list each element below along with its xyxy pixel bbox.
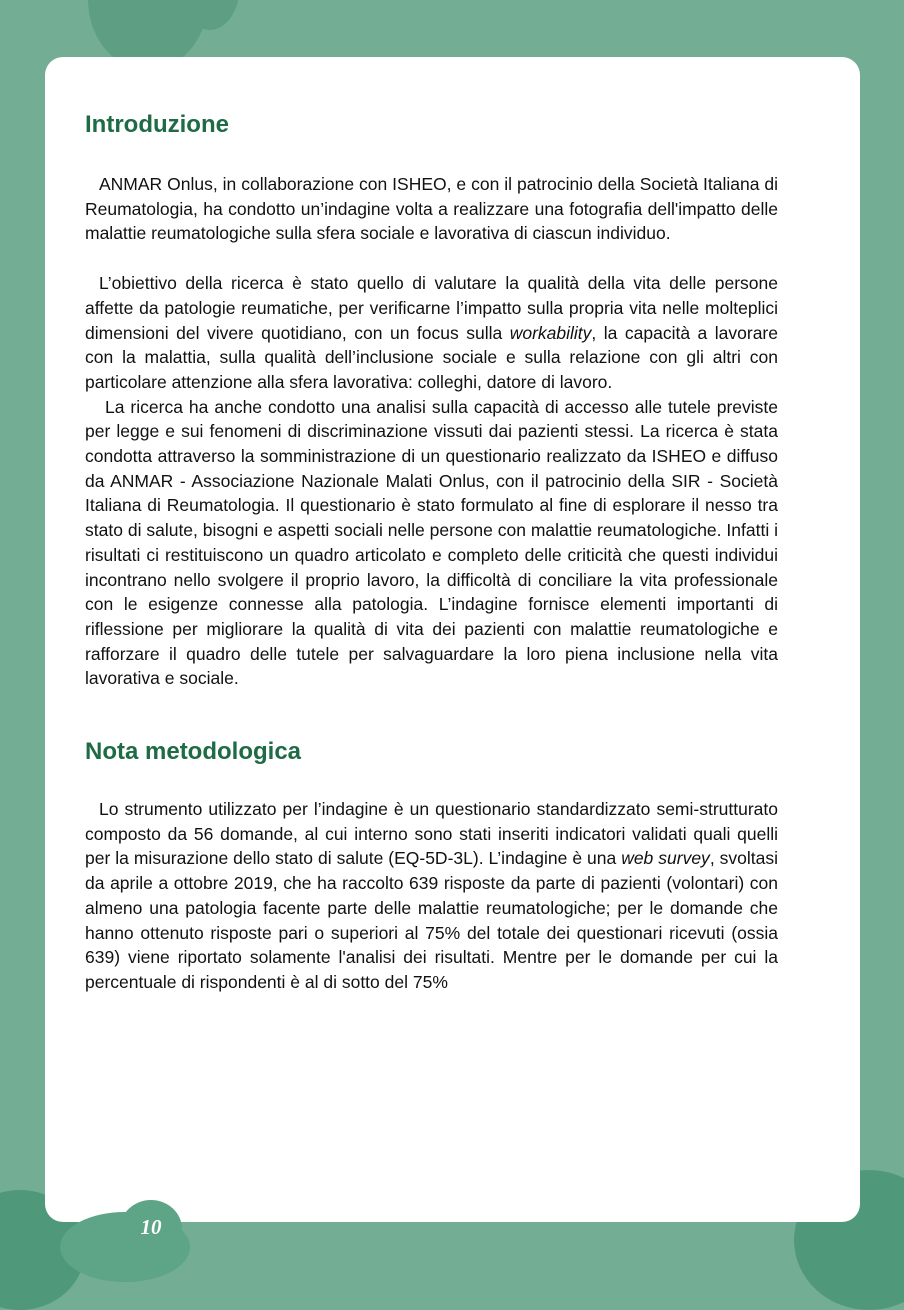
paragraph: La ricerca ha anche condotto una analisi sulla capacità di accesso alle tutele previste per legge e sui fenomeni di discriminazione vissuti dai pazienti stessi. La ricerca è stata condotta attraverso la somministrazione di un questionario realizzato da ISHEO e diffuso da ANMAR - Associazione Nazionale Malati Onlus, con il patrocinio della SIR - Società Italiana di Reumatologia. Il questionario è stato formulato al fine di esplorare il nesso tra stato di salute, bisogni e aspetti sociali nelle persone con malattie reumatologiche. Infatti i risultati ci restituiscono un quadro articolato e completo delle criticità che questi individui incontrano nello svolgere il proprio lavoro, la difficoltà di conciliare la vita professionale con le esigenze connesse alla patologia. L’indagine fornisce elementi importanti di riflessione per migliorare la qualità di vita dei pazienti con malattie reumatologiche e rafforzare il quadro delle tutele per salvaguardare la loro piena inclusione nella vita lavorativa e sociale. bbox=[85, 396, 778, 689]
paragraph: L’obiettivo della ricerca è stato quello di valutare la qualità della vita delle persone affette da patologie reumatiche, per verificarne l’impatto sulla propria vita nelle molteplici dimensioni del vivere quotidiano, con un focus sulla workability, la capacità a lavorare con la malattia, sulla qualità dell’inclusione sociale e sulla relazione con gli altri con particolare attenzione alla sfera lavorativa: colleghi, datore di lavoro. bbox=[85, 273, 778, 392]
paragraph: ANMAR Onlus, in collaborazione con ISHEO, e con il patrocinio della Società Italiana di Reumatologia, ha condotto un’indagine volta a realizzare una fotografia dell'impatto delle malattie reumatologiche sulla sfera sociale e lavorativa di ciascun individuo. bbox=[85, 174, 778, 244]
section-heading-introduzione: Introduzione bbox=[85, 111, 229, 138]
section-heading-nota-metodologica: Nota metodologica bbox=[85, 738, 302, 766]
paragraph: Lo strumento utilizzato per l’indagine è un questionario standardizzato semi-strutturato composto da 56 domande, al cui interno sono stati inseriti indicatori validati quali quelli per la misurazione dello stato di salute (EQ-5D-3L). L’indagine è una web survey, svoltasi da aprile a ottobre 2019, che ha raccolto 639 risposte da parte di pazienti (volontari) con almeno una patologia facente parte delle malattie reumatologiche; per le domande che hanno ottenuto risposte pari o superiori al 75% del totale dei questionari ricevuti (ossia 639) viene riportato solamente l'analisi dei risultati. Mentre per le domande per cui la percentuale di rispondenti è al di sotto del 75% bbox=[85, 799, 778, 992]
page-number: 10 bbox=[120, 1200, 182, 1258]
emphasis-text: workability bbox=[509, 322, 592, 343]
page-content bbox=[85, 108, 778, 995]
emphasis-text: web survey bbox=[621, 848, 710, 869]
